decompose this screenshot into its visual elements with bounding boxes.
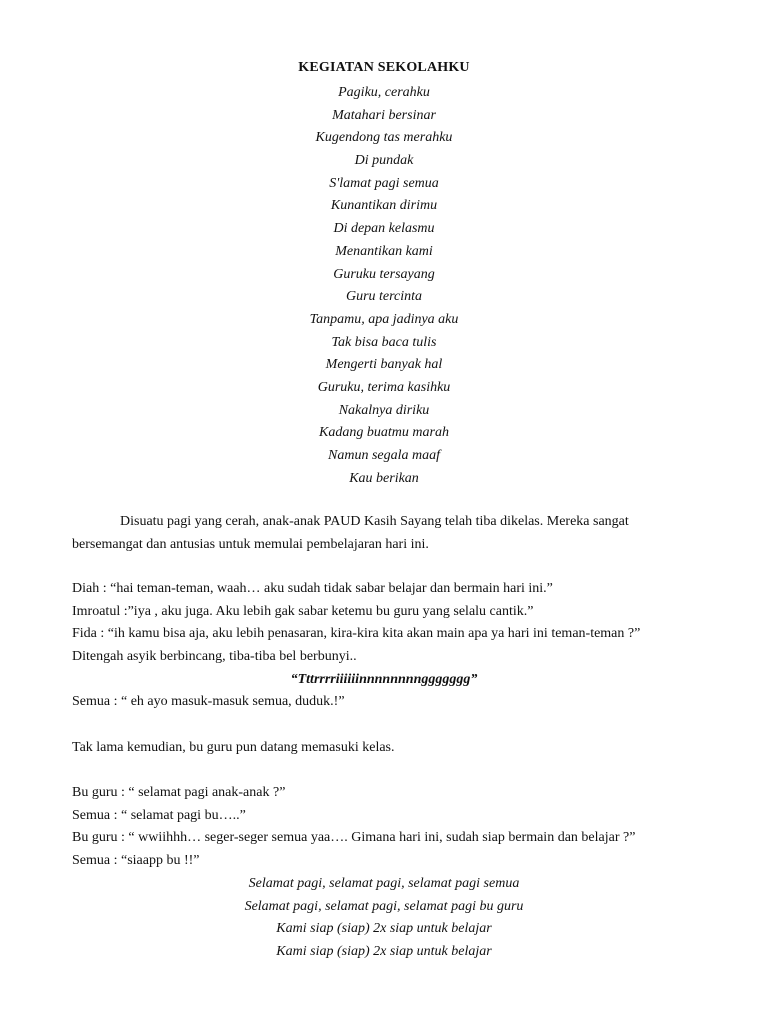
poem-line: Tanpamu, apa jadinya aku: [309, 311, 459, 327]
poem-line: Guruku, terima kasihku: [317, 379, 451, 395]
poem-line: Guru tercinta: [345, 289, 423, 305]
song-line: Selamat pagi, selamat pagi, selamat pagi semua: [248, 876, 520, 891]
dialogue-section-2: [72, 782, 696, 873]
dialogue-section-1: [72, 578, 696, 714]
poem-line: Matahari bersinar: [332, 107, 436, 123]
poem-line: S'lamat pagi semua: [329, 175, 439, 191]
dialogue-line: Semua : “siaapp bu !!”: [72, 853, 200, 869]
poem-line: Tak bisa baca tulis: [331, 334, 437, 350]
poem-line: Kunantikan dirimu: [330, 198, 438, 214]
poem-line: Namun segala maaf: [328, 448, 440, 463]
song-line: Selamat pagi, selamat pagi, selamat pagi bu guru: [244, 898, 524, 914]
poem-line: Nakalnya diriku: [338, 402, 430, 418]
poem-line: Kugendong tas merahku: [315, 130, 453, 146]
poem: [0, 82, 768, 490]
intro-section: [72, 510, 696, 556]
dialogue-line: Bu guru : “ wwiihhh… seger-seger semua yaa…. Gimana hari ini, sudah siap bermain dan belajar ?”: [72, 830, 636, 846]
dialogue-line: Fida : “ih kamu bisa aja, aku lebih penasaran, kira-kira kita akan main apa ya hari ini teman-teman ?”: [72, 626, 641, 642]
song-line: Kami siap (siap) 2x siap untuk belajar: [276, 921, 492, 937]
bell-sound: “Tttrrrriiiiiinnnnnnnnggggggg”: [290, 671, 478, 687]
song: [0, 873, 768, 964]
dialogue-line: Imroatul :”iya , aku juga. Aku lebih gak sabar ketemu bu guru yang selalu cantik.”: [72, 603, 534, 619]
dialogue-line: Diah : “hai teman-teman, waah… aku sudah tidak sabar belajar dan bermain hari ini.”: [72, 581, 553, 596]
poem-line: Menantikan kami: [335, 243, 433, 259]
dialogue-line: Ditengah asyik berbincang, tiba-tiba bel berbunyi..: [72, 649, 357, 665]
narration-section: [72, 737, 696, 760]
song-line: Kami siap (siap) 2x siap untuk belajar: [276, 944, 492, 960]
poem-line: Pagiku, cerahku: [338, 85, 430, 100]
intro-paragraph: Disuatu pagi yang cerah, anak-anak PAUD Kasih Sayang telah tiba dikelas. Mereka sangat bersemangat dan antusias untuk memulai pembelajaran hari ini.: [72, 514, 629, 552]
poem-line: Mengerti banyak hal: [325, 357, 443, 373]
poem-line: Guruku tersayang: [333, 266, 435, 282]
dialogue-line: Semua : “ selamat pagi bu…..”: [72, 807, 246, 823]
poem-line: Di depan kelasmu: [333, 221, 435, 237]
poem-line: Di pundak: [354, 153, 414, 169]
poem-line: Kau berikan: [349, 470, 419, 486]
dialogue-line: Bu guru : “ selamat pagi anak-anak ?”: [72, 785, 286, 800]
poem-line: Kadang buatmu marah: [319, 425, 449, 441]
narration-line: Tak lama kemudian, bu guru pun datang memasuki kelas.: [72, 740, 395, 755]
dialogue-line: Semua : “ eh ayo masuk-masuk semua, duduk.!”: [72, 694, 345, 710]
document-title: KEGIATAN SEKOLAHKU: [298, 60, 470, 75]
